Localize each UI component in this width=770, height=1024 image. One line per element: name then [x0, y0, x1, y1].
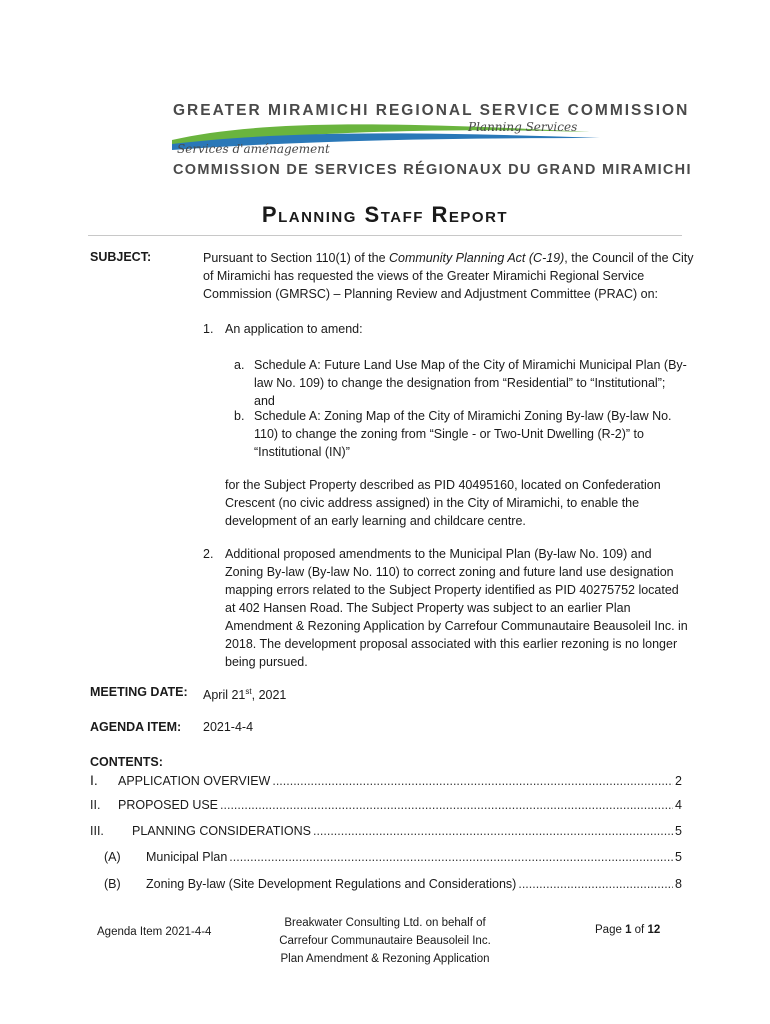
toc-entry-number: III. — [90, 824, 104, 838]
toc-entry-title: PLANNING CONSIDERATIONS — [132, 824, 311, 838]
subject-intro-line3: Commission (GMRSC) – Planning Review and Adjustment Committee (PRAC) on: — [203, 287, 659, 301]
sub-b-line: 110) to change the zoning from “Single - or Two-Unit Dwelling (R-2)” to — [254, 427, 644, 441]
sub-a-line: Schedule A: Future Land Use Map of the City of Miramichi Municipal Plan (By- — [254, 358, 687, 372]
paragraph-line: 2018. The development proposal associated with this earlier rezoning is no longer — [225, 637, 678, 651]
toc-entry-page: 5 — [675, 850, 682, 864]
toc-entry-title: Zoning By-law (Site Development Regulations and Considerations) — [146, 877, 517, 891]
toc-entry[interactable] — [104, 850, 682, 864]
toc-entry-page: 8 — [675, 877, 682, 891]
footer-center — [260, 914, 510, 968]
paragraph-line: Amendment & Rezoning Application by Carrefour Communautaire Beausoleil Inc. in — [225, 619, 688, 633]
sub-a-text — [254, 356, 687, 410]
toc-entry[interactable] — [90, 772, 682, 788]
toc-entry[interactable] — [90, 824, 682, 838]
contents-label: CONTENTS: — [90, 755, 163, 769]
title-divider — [88, 235, 682, 236]
toc-entry[interactable] — [90, 798, 682, 812]
logo-french-name: COMMISSION DE SERVICES RÉGIONAUX DU GRAND MIRAMICHI — [173, 162, 692, 178]
paragraph-line: mapping errors related to the Subject Property identified as PID 40275752 located — [225, 583, 679, 597]
sub-b-line: “Institutional (IN)” — [254, 445, 350, 459]
meeting-date-value: April 21st, 2021 — [203, 687, 287, 703]
agenda-item-label: AGENDA ITEM: — [90, 720, 182, 734]
sub-b-text — [254, 407, 672, 461]
toc-entry-title: Municipal Plan — [146, 850, 228, 864]
item2-number: 2. — [203, 547, 214, 561]
subject-property-paragraph — [225, 476, 661, 530]
item1-text: An application to amend: — [225, 322, 363, 336]
footer-center-line: Plan Amendment & Rezoning Application — [280, 953, 490, 965]
item1-number: 1. — [203, 322, 214, 336]
logo-services-script: Services d'aménagement — [177, 142, 330, 156]
footer-center-line: Breakwater Consulting Ltd. on behalf of — [284, 917, 486, 929]
toc-entry-number: II. — [90, 798, 101, 812]
toc-entry-title: PROPOSED USE — [118, 798, 219, 812]
sub-b-line: Schedule A: Zoning Map of the City of Miramichi Zoning By-law (By-law No. — [254, 409, 672, 423]
toc-leader-dots — [229, 850, 673, 864]
toc-entry-page: 5 — [675, 824, 682, 838]
subject-intro-line1: Pursuant to Section 110(1) of the Community Planning Act (C-19), the Council of the City — [203, 251, 694, 265]
subject-intro-line2: of Miramichi has requested the views of the Greater Miramichi Regional Service — [203, 269, 645, 283]
toc-entry-number: (A) — [104, 850, 121, 864]
toc-entry-number: I. — [90, 772, 98, 788]
paragraph-line: Additional proposed amendments to the Municipal Plan (By-law No. 109) and — [225, 547, 652, 561]
subject-intro — [203, 249, 694, 303]
toc-leader-dots — [518, 877, 673, 891]
paragraph-line: Zoning By-law (By-law No. 110) to correct zoning and future land use designation — [225, 565, 674, 579]
agenda-item-value: 2021-4-4 — [203, 720, 254, 734]
item2-text — [225, 545, 688, 671]
toc-leader-dots — [272, 774, 673, 788]
footer-center-line: Carrefour Communautaire Beausoleil Inc. — [279, 935, 491, 947]
paragraph-line: for the Subject Property described as PID 40495160, located on Confederation — [225, 478, 661, 492]
paragraph-line: development of an early learning and childcare centre. — [225, 514, 526, 528]
toc-entry[interactable] — [104, 877, 682, 891]
toc-leader-dots — [313, 824, 673, 838]
subject-label: SUBJECT: — [90, 250, 152, 264]
toc-entry-number: (B) — [104, 877, 121, 891]
sub-a-line: law No. 109) to change the designation from “Residential” to “Institutional”; — [254, 376, 666, 390]
meeting-date-label: MEETING DATE: — [90, 685, 188, 699]
toc-entry-page: 4 — [675, 798, 682, 812]
footer-page-number: Page 1 of 12 — [595, 924, 661, 936]
logo-planning-services-script: Planning Services — [468, 120, 578, 134]
sub-a-letter: a. — [234, 358, 245, 372]
toc-entry-page: 2 — [675, 774, 682, 788]
paragraph-line: being pursued. — [225, 655, 308, 669]
sub-a-line: and — [254, 394, 275, 408]
footer-agenda-item: Agenda Item 2021-4-4 — [97, 926, 212, 938]
sub-b-letter: b. — [234, 409, 245, 423]
toc-entry-title: APPLICATION OVERVIEW — [118, 774, 271, 788]
paragraph-line: at 402 Hansen Road. The Subject Property was subject to an earlier Plan — [225, 601, 631, 615]
paragraph-line: Crescent (no civic address assigned) in the City of Miramichi, to enable the — [225, 496, 640, 510]
report-title: Planning Staff Report — [261, 202, 509, 227]
toc-leader-dots — [220, 798, 673, 812]
logo-english-name: GREATER MIRAMICHI REGIONAL SERVICE COMMISSION — [173, 102, 690, 119]
